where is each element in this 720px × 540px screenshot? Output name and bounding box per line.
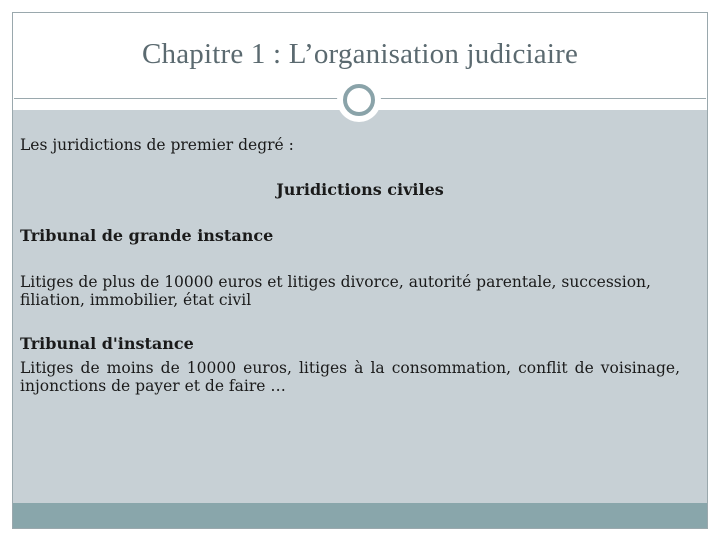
section-heading: Juridictions civiles bbox=[276, 180, 444, 199]
circle-ring-icon bbox=[337, 78, 381, 122]
slide-title: Chapitre 1 : L’organisation judiciaire bbox=[141, 38, 579, 70]
court-name-ti: Tribunal d'instance bbox=[20, 334, 194, 353]
footer-bar bbox=[13, 503, 707, 528]
court-description-tgi: Litiges de plus de 10000 euros et litiges divorce, autorité parentale, succession, filiation, immobilier, état civil bbox=[20, 273, 651, 309]
court-name-tgi: Tribunal de grande instance bbox=[20, 226, 274, 245]
court-description-ti: Litiges de moins de 10000 euros, litiges à la consommation, conflit de voisinage, injonctions de payer et de faire … bbox=[20, 359, 680, 395]
ring-shape bbox=[343, 84, 375, 116]
intro-text: Les juridictions de premier degré : bbox=[20, 136, 294, 154]
